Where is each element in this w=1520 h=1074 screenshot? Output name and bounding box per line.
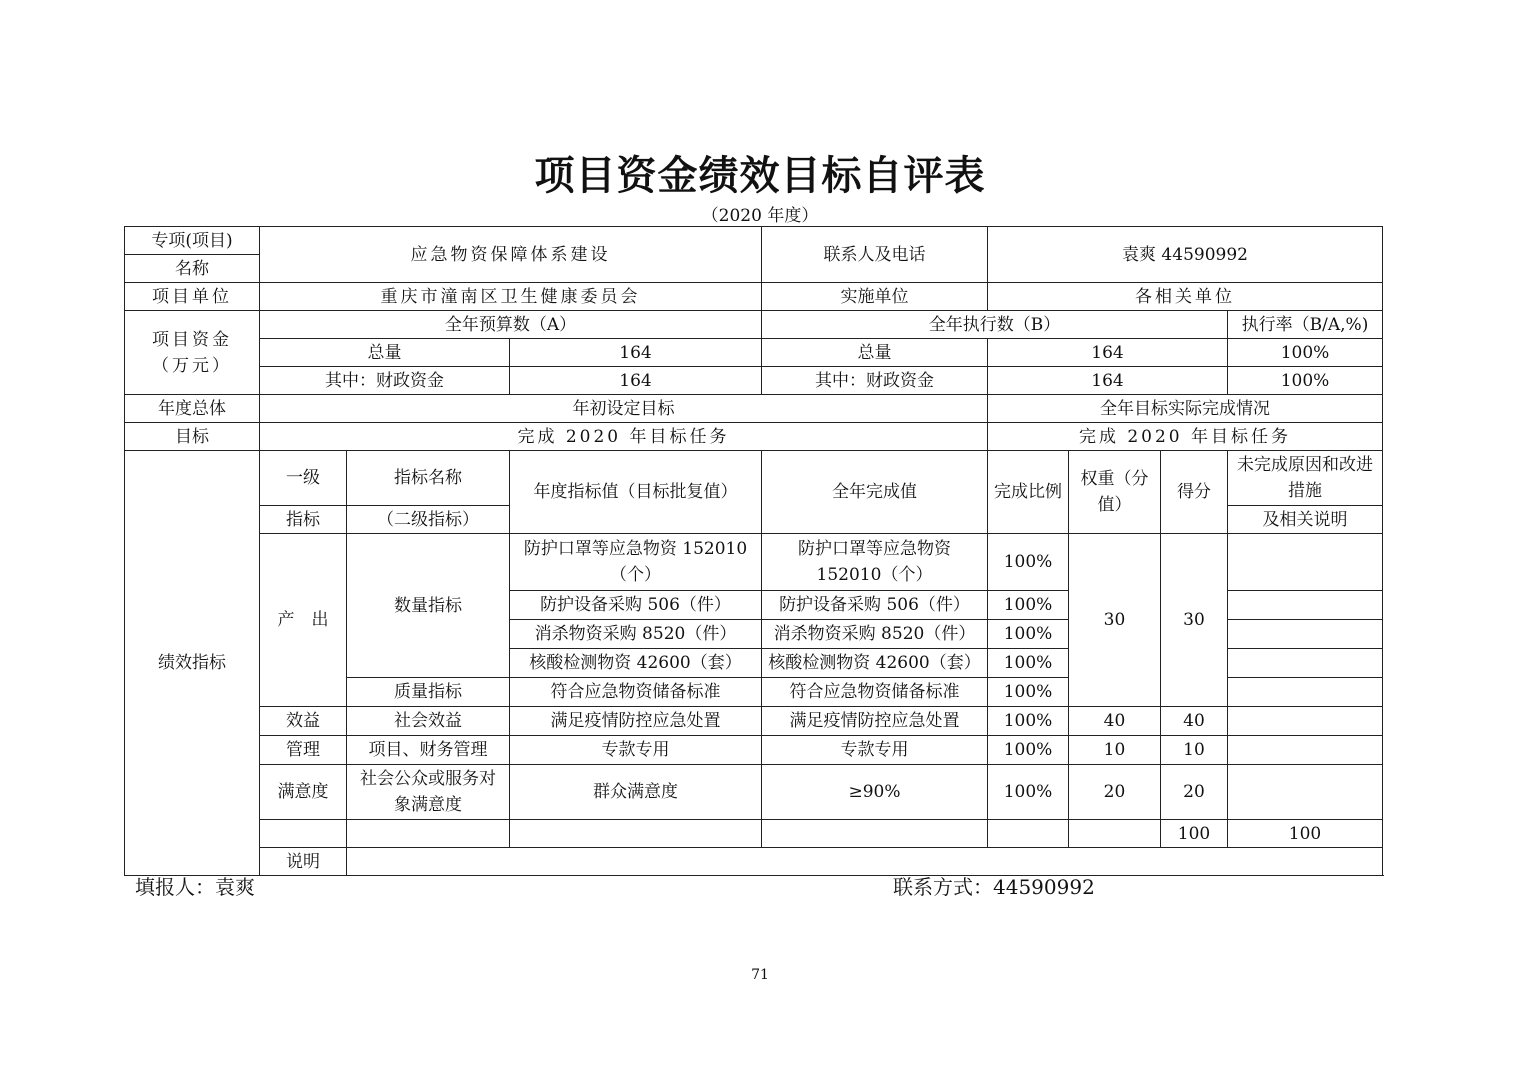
- level1-header: 一级: [260, 451, 347, 506]
- target-value: 消杀物资采购 8520（件）: [510, 620, 762, 649]
- ratio-value: 100%: [988, 678, 1069, 707]
- fiscal-rate: 100%: [1228, 367, 1383, 395]
- reason-cell: [1228, 765, 1383, 820]
- satisfaction-level1: 满意度: [260, 765, 347, 820]
- output-label: 产 出: [260, 534, 347, 707]
- funds-label-line1: 项目资金: [152, 329, 232, 350]
- total-label: 总量: [260, 339, 510, 367]
- reason-cell: [1228, 707, 1383, 736]
- ratio-value: 100%: [988, 591, 1069, 620]
- management-ratio: 100%: [988, 736, 1069, 765]
- ratio-value: 100%: [988, 649, 1069, 678]
- target-value: 防护设备采购 506（件）: [510, 591, 762, 620]
- indicator-name-header-2: （二级指标）: [347, 506, 510, 534]
- output-weight: 30: [1069, 534, 1161, 707]
- empty-cell: [260, 820, 347, 848]
- actual-value: 消杀物资采购 8520（件）: [762, 620, 988, 649]
- project-name-value: 应急物资保障体系建设: [260, 227, 762, 283]
- indicator-name-header: 指标名称: [347, 451, 510, 506]
- contact-value: 袁爽 44590992: [988, 227, 1383, 283]
- perf-section-label: 绩效指标: [125, 451, 260, 876]
- funds-label-line2: （万元）: [152, 355, 232, 376]
- total-weight: 100: [1161, 820, 1228, 848]
- reason-header-2: 及相关说明: [1228, 506, 1383, 534]
- benefit-weight: 40: [1069, 707, 1161, 736]
- reporter: 填报人：袁爽: [135, 875, 255, 899]
- budget-header: 全年预算数（A）: [260, 311, 762, 339]
- satisfaction-name: 社会公众或服务对象满意度: [347, 765, 510, 820]
- actual-header: 全年完成值: [762, 451, 988, 534]
- quality-label: 质量指标: [347, 678, 510, 707]
- actual-value: 核酸检测物资 42600（套）: [762, 649, 988, 678]
- benefit-level1: 效益: [260, 707, 347, 736]
- benefit-name: 社会效益: [347, 707, 510, 736]
- funds-label: [125, 311, 260, 395]
- management-actual: 专款专用: [762, 736, 988, 765]
- empty-cell: [1069, 820, 1161, 848]
- reason-cell: [1228, 620, 1383, 649]
- fiscal-exec: 164: [988, 367, 1228, 395]
- benefit-target: 满足疫情防控应急处置: [510, 707, 762, 736]
- management-target: 专款专用: [510, 736, 762, 765]
- reason-cell: [1228, 591, 1383, 620]
- total-score: 100: [1228, 820, 1383, 848]
- actual-goal-value: 完成 2020 年目标任务: [988, 423, 1383, 451]
- goal-label: 年度总体: [125, 395, 260, 423]
- level1-header-2: 指标: [260, 506, 347, 534]
- rate-header: 执行率（B/A,%): [1228, 311, 1383, 339]
- satisfaction-weight: 20: [1069, 765, 1161, 820]
- target-value: 防护口罩等应急物资 152010（个）: [510, 534, 762, 591]
- management-score: 10: [1161, 736, 1228, 765]
- footer-contact-value: 44590992: [993, 875, 1095, 899]
- page-number: 71: [751, 967, 769, 983]
- weight-header: 权重（分值）: [1069, 451, 1161, 534]
- fiscal-exec-label: 其中：财政资金: [762, 367, 988, 395]
- reason-cell: [1228, 534, 1383, 591]
- satisfaction-score: 20: [1161, 765, 1228, 820]
- actual-goal-header: 全年目标实际完成情况: [988, 395, 1383, 423]
- ratio-value: 100%: [988, 534, 1069, 591]
- total-exec-label: 总量: [762, 339, 988, 367]
- ratio-header: 完成比例: [988, 451, 1069, 534]
- total-exec: 164: [988, 339, 1228, 367]
- total-budget: 164: [510, 339, 762, 367]
- fiscal-label: 其中：财政资金: [260, 367, 510, 395]
- score-header: 得分: [1161, 451, 1228, 534]
- initial-goal-value: 完成 2020 年目标任务: [260, 423, 988, 451]
- exec-header: 全年执行数（B）: [762, 311, 1228, 339]
- actual-value: 防护口罩等应急物资 152010（个）: [762, 534, 988, 591]
- evaluation-table: [124, 226, 1383, 876]
- reason-cell: [1228, 678, 1383, 707]
- target-value: 符合应急物资储备标准: [510, 678, 762, 707]
- target-value: 核酸检测物资 42600（套）: [510, 649, 762, 678]
- satisfaction-target: 群众满意度: [510, 765, 762, 820]
- project-unit-label: 项目单位: [125, 283, 260, 311]
- empty-cell: [762, 820, 988, 848]
- footer-contact: [893, 871, 1095, 900]
- impl-unit-value: 各相关单位: [988, 283, 1383, 311]
- reason-cell: [1228, 736, 1383, 765]
- benefit-ratio: 100%: [988, 707, 1069, 736]
- impl-unit-label: 实施单位: [762, 283, 988, 311]
- note-label: 说明: [260, 848, 347, 876]
- management-weight: 10: [1069, 736, 1161, 765]
- page-title: 项目资金绩效目标自评表: [534, 152, 986, 199]
- actual-value: 符合应急物资储备标准: [762, 678, 988, 707]
- satisfaction-ratio: 100%: [988, 765, 1069, 820]
- empty-cell: [510, 820, 762, 848]
- reason-header: 未完成原因和改进措施: [1228, 451, 1383, 506]
- project-name-label: 专项(项目): [125, 227, 260, 255]
- footer-contact-label: 联系方式：: [893, 875, 993, 899]
- year-subtitle: （2020 年度）: [701, 206, 819, 226]
- actual-value: 防护设备采购 506（件）: [762, 591, 988, 620]
- benefit-score: 40: [1161, 707, 1228, 736]
- management-level1: 管理: [260, 736, 347, 765]
- satisfaction-actual: ≥90%: [762, 765, 988, 820]
- total-rate: 100%: [1228, 339, 1383, 367]
- contact-label: 联系人及电话: [762, 227, 988, 283]
- output-score: 30: [1161, 534, 1228, 707]
- target-header: 年度指标值（目标批复值）: [510, 451, 762, 534]
- reason-cell: [1228, 649, 1383, 678]
- project-name-label-2: 名称: [125, 255, 260, 283]
- empty-cell: [347, 820, 510, 848]
- project-unit-value: 重庆市潼南区卫生健康委员会: [260, 283, 762, 311]
- benefit-actual: 满足疫情防控应急处置: [762, 707, 988, 736]
- empty-cell: [988, 820, 1069, 848]
- quantity-label: 数量指标: [347, 534, 510, 678]
- initial-goal-header: 年初设定目标: [260, 395, 988, 423]
- management-name: 项目、财务管理: [347, 736, 510, 765]
- note-value: [347, 848, 1383, 876]
- goal-label-2: 目标: [125, 423, 260, 451]
- fiscal-budget: 164: [510, 367, 762, 395]
- ratio-value: 100%: [988, 620, 1069, 649]
